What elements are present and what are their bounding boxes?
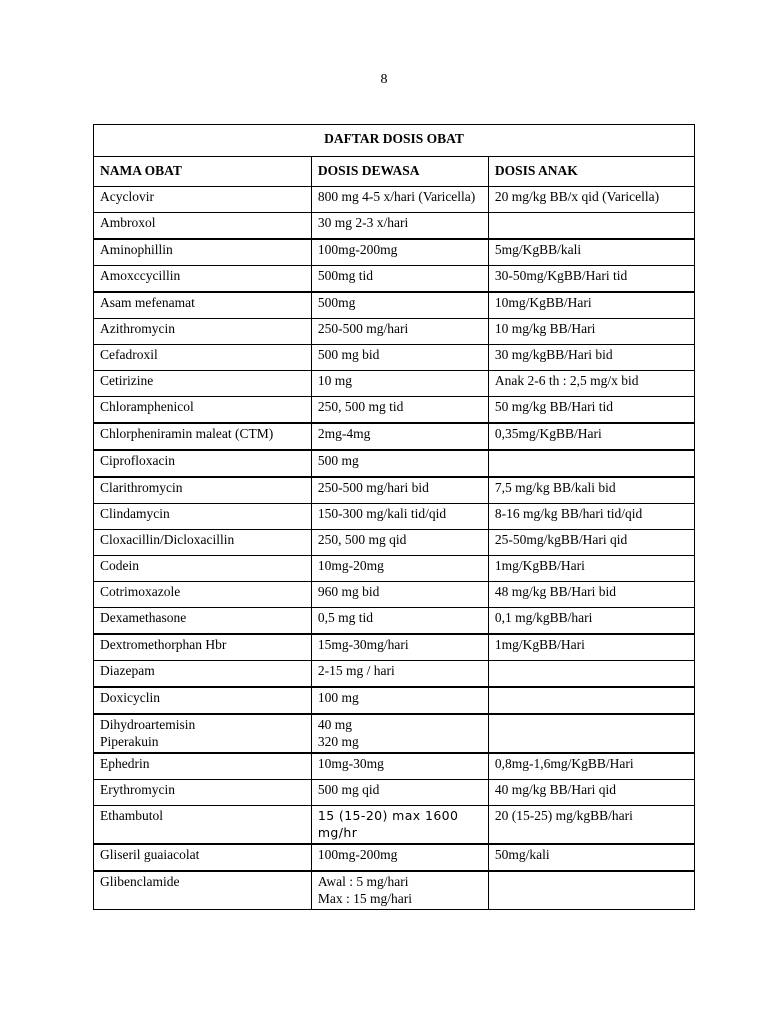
column-header-child-dose: DOSIS ANAK [488, 157, 694, 187]
table-header-row [94, 157, 695, 187]
child-dose-cell [488, 714, 694, 753]
drug-name-text: Diazepam [100, 663, 155, 678]
child-dose-text: 5mg/KgBB/kali [494, 242, 582, 257]
drug-name-text: Ambroxol [100, 215, 156, 230]
child-dose-cell [488, 292, 694, 319]
drug-name-text: Cefadroxil [100, 347, 158, 362]
adult-dose-text: 500mg [317, 295, 356, 310]
drug-name-text: Dihydroartemisin [100, 717, 196, 732]
adult-dose-text: 960 mg bid [317, 584, 380, 599]
table-row [94, 450, 695, 477]
drug-name-text: Ciprofloxacin [100, 453, 175, 468]
adult-dose-cell [311, 871, 488, 910]
drug-name-text: Amoxccycillin [100, 268, 181, 283]
drug-dosage-table [93, 124, 695, 910]
table-row [94, 423, 695, 450]
adult-dose-text: 500 mg [317, 453, 359, 468]
table-row [94, 477, 695, 504]
child-dose-cell [488, 319, 694, 345]
table-row [94, 753, 695, 780]
adult-dose-text: 500 mg qid [317, 782, 380, 797]
drug-name-cell [94, 753, 312, 780]
table-row [94, 345, 695, 371]
child-dose-cell [488, 753, 694, 780]
table-body [94, 187, 695, 910]
drug-name-cell [94, 187, 312, 213]
child-dose-cell [488, 530, 694, 556]
adult-dose-text: 10mg-30mg [317, 756, 384, 771]
adult-dose-text: 10 mg [317, 373, 352, 388]
drug-name-cell [94, 423, 312, 450]
drug-name-text: Cloxacillin/Dicloxacillin [100, 532, 235, 547]
drug-name-cell [94, 213, 312, 240]
drug-name-cell [94, 292, 312, 319]
drug-name-cell [94, 687, 312, 714]
child-dose-text: 30 mg/kgBB/Hari bid [494, 347, 613, 362]
drug-name-text: Chloramphenicol [100, 399, 194, 414]
adult-dose-text: 250, 500 mg qid [317, 532, 407, 547]
table-row [94, 319, 695, 345]
adult-dose-text: 2-15 mg / hari [317, 663, 395, 678]
drug-name-cell [94, 397, 312, 424]
drug-name-text: Piperakuin [100, 734, 159, 749]
adult-dose-cell [311, 714, 488, 753]
drug-name-text: Codein [100, 558, 139, 573]
drug-name-cell [94, 582, 312, 608]
table-row [94, 582, 695, 608]
adult-dose-text: 100mg-200mg [317, 847, 398, 862]
table-row [94, 292, 695, 319]
table-row [94, 239, 695, 266]
drug-name-text: Cotrimoxazole [100, 584, 181, 599]
child-dose-text: 40 mg/kg BB/Hari qid [494, 782, 617, 797]
child-dose-cell [488, 239, 694, 266]
child-dose-text: 25-50mg/kgBB/Hari qid [494, 532, 628, 547]
child-dose-cell [488, 504, 694, 530]
adult-dose-cell [311, 450, 488, 477]
child-dose-text: 1mg/KgBB/Hari [494, 637, 585, 652]
adult-dose-cell [311, 806, 488, 845]
drug-name-cell [94, 266, 312, 293]
drug-name-text: Clarithromycin [100, 480, 183, 495]
drug-name-cell [94, 634, 312, 661]
adult-dose-text: 10mg-20mg [317, 558, 384, 573]
adult-dose-cell [311, 266, 488, 293]
adult-dose-cell [311, 319, 488, 345]
drug-name-cell [94, 504, 312, 530]
drug-name-cell [94, 371, 312, 397]
child-dose-text: 7,5 mg/kg BB/kali bid [494, 480, 616, 495]
adult-dose-cell [311, 397, 488, 424]
drug-name-text: Glibenclamide [100, 874, 180, 889]
child-dose-cell [488, 345, 694, 371]
child-dose-text: 50mg/kali [494, 847, 550, 862]
drug-name-text: Azithromycin [100, 321, 175, 336]
table-row [94, 213, 695, 240]
adult-dose-cell [311, 371, 488, 397]
adult-dose-cell [311, 292, 488, 319]
table-row [94, 634, 695, 661]
adult-dose-text: Awal : 5 mg/hari [317, 874, 409, 889]
adult-dose-cell [311, 530, 488, 556]
drug-name-cell [94, 556, 312, 582]
adult-dose-cell [311, 844, 488, 871]
drug-name-cell [94, 806, 312, 845]
drug-name-text: Asam mefenamat [100, 295, 195, 310]
drug-name-cell [94, 530, 312, 556]
drug-name-cell [94, 844, 312, 871]
child-dose-cell [488, 780, 694, 806]
adult-dose-cell [311, 504, 488, 530]
drug-name-text: Chlorpheniramin maleat (CTM) [100, 426, 274, 441]
child-dose-cell [488, 187, 694, 213]
child-dose-cell [488, 661, 694, 688]
column-header-adult-dose: DOSIS DEWASA [311, 157, 488, 187]
child-dose-text: 50 mg/kg BB/Hari tid [494, 399, 614, 414]
child-dose-cell [488, 450, 694, 477]
drug-name-text: Aminophillin [100, 242, 173, 257]
table-row [94, 504, 695, 530]
child-dose-text: 20 mg/kg BB/x qid (Varicella) [494, 189, 660, 204]
child-dose-cell [488, 634, 694, 661]
child-dose-cell [488, 556, 694, 582]
table-row [94, 844, 695, 871]
adult-dose-text: 800 mg 4-5 x/hari (Varicella) [317, 189, 476, 204]
child-dose-cell [488, 371, 694, 397]
adult-dose-cell [311, 345, 488, 371]
child-dose-cell [488, 582, 694, 608]
child-dose-text: 10mg/KgBB/Hari [494, 295, 592, 310]
table-row [94, 397, 695, 424]
adult-dose-text: 250-500 mg/hari [317, 321, 409, 336]
table-title-row [94, 125, 695, 157]
drug-name-text: Ethambutol [100, 808, 163, 823]
child-dose-cell [488, 806, 694, 845]
child-dose-cell [488, 844, 694, 871]
adult-dose-text: Max : 15 mg/hari [317, 891, 412, 906]
table-row [94, 780, 695, 806]
drug-name-text: Dexamethasone [100, 610, 187, 625]
drug-name-text: Cetirizine [100, 373, 154, 388]
adult-dose-cell [311, 423, 488, 450]
child-dose-text: 30-50mg/KgBB/Hari tid [494, 268, 628, 283]
child-dose-cell [488, 213, 694, 240]
adult-dose-cell [311, 187, 488, 213]
drug-name-cell [94, 714, 312, 753]
adult-dose-text: 100 mg [317, 690, 359, 705]
drug-name-text: Clindamycin [100, 506, 170, 521]
child-dose-text: 0,35mg/KgBB/Hari [494, 426, 602, 441]
adult-dose-text: 30 mg 2-3 x/hari [317, 215, 409, 230]
drug-name-text: Dextromethorphan Hbr [100, 637, 227, 652]
child-dose-cell [488, 871, 694, 910]
child-dose-text: 8-16 mg/kg BB/hari tid/qid [494, 506, 643, 521]
table-row [94, 687, 695, 714]
adult-dose-text: 100mg-200mg [317, 242, 398, 257]
drug-name-cell [94, 239, 312, 266]
child-dose-cell [488, 477, 694, 504]
adult-dose-cell [311, 634, 488, 661]
child-dose-text: 20 (15-25) mg/kgBB/hari [494, 808, 633, 823]
child-dose-cell [488, 687, 694, 714]
child-dose-cell [488, 608, 694, 635]
child-dose-text: 0,8mg-1,6mg/KgBB/Hari [494, 756, 634, 771]
drug-name-cell [94, 780, 312, 806]
adult-dose-cell [311, 608, 488, 635]
adult-dose-text: 250, 500 mg tid [317, 399, 404, 414]
drug-name-text: Ephedrin [100, 756, 150, 771]
table-row [94, 371, 695, 397]
drug-name-cell [94, 450, 312, 477]
adult-dose-text: 15 (15-20) max 1600 mg/hr [317, 808, 459, 840]
adult-dose-cell [311, 661, 488, 688]
drug-name-text: Acyclovir [100, 189, 154, 204]
adult-dose-cell [311, 582, 488, 608]
child-dose-cell [488, 397, 694, 424]
drug-name-cell [94, 477, 312, 504]
table-row [94, 608, 695, 635]
child-dose-text: 1mg/KgBB/Hari [494, 558, 585, 573]
table-row [94, 530, 695, 556]
adult-dose-text: 150-300 mg/kali tid/qid [317, 506, 447, 521]
adult-dose-cell [311, 239, 488, 266]
child-dose-text: 48 mg/kg BB/Hari bid [494, 584, 617, 599]
table-row [94, 266, 695, 293]
adult-dose-cell [311, 213, 488, 240]
adult-dose-text: 250-500 mg/hari bid [317, 480, 429, 495]
table-row [94, 187, 695, 213]
table-row [94, 871, 695, 910]
child-dose-text: Anak 2-6 th : 2,5 mg/x bid [494, 373, 639, 388]
child-dose-cell [488, 266, 694, 293]
table-row [94, 806, 695, 845]
adult-dose-text: 40 mg [317, 717, 352, 732]
adult-dose-cell [311, 753, 488, 780]
drug-name-cell [94, 608, 312, 635]
adult-dose-text: 15mg-30mg/hari [317, 637, 409, 652]
adult-dose-text: 500 mg bid [317, 347, 380, 362]
child-dose-cell [488, 423, 694, 450]
adult-dose-cell [311, 556, 488, 582]
table-row [94, 714, 695, 753]
drug-name-text: Doxicyclin [100, 690, 160, 705]
drug-name-cell [94, 661, 312, 688]
drug-name-text: Gliseril guaiacolat [100, 847, 200, 862]
child-dose-text: 10 mg/kg BB/Hari [494, 321, 596, 336]
adult-dose-text: 320 mg [317, 734, 359, 749]
adult-dose-cell [311, 780, 488, 806]
page-number: 8 [380, 72, 388, 87]
column-header-drug-name: NAMA OBAT [94, 157, 312, 187]
child-dose-text: 0,1 mg/kgBB/hari [494, 610, 593, 625]
drug-name-cell [94, 345, 312, 371]
table-title: DAFTAR DOSIS OBAT [94, 125, 695, 157]
adult-dose-text: 2mg-4mg [317, 426, 371, 441]
drug-name-text: Erythromycin [100, 782, 175, 797]
adult-dose-cell [311, 687, 488, 714]
adult-dose-text: 500mg tid [317, 268, 373, 283]
table-row [94, 661, 695, 688]
table-row [94, 556, 695, 582]
adult-dose-text: 0,5 mg tid [317, 610, 373, 625]
drug-name-cell [94, 871, 312, 910]
adult-dose-cell [311, 477, 488, 504]
drug-name-cell [94, 319, 312, 345]
